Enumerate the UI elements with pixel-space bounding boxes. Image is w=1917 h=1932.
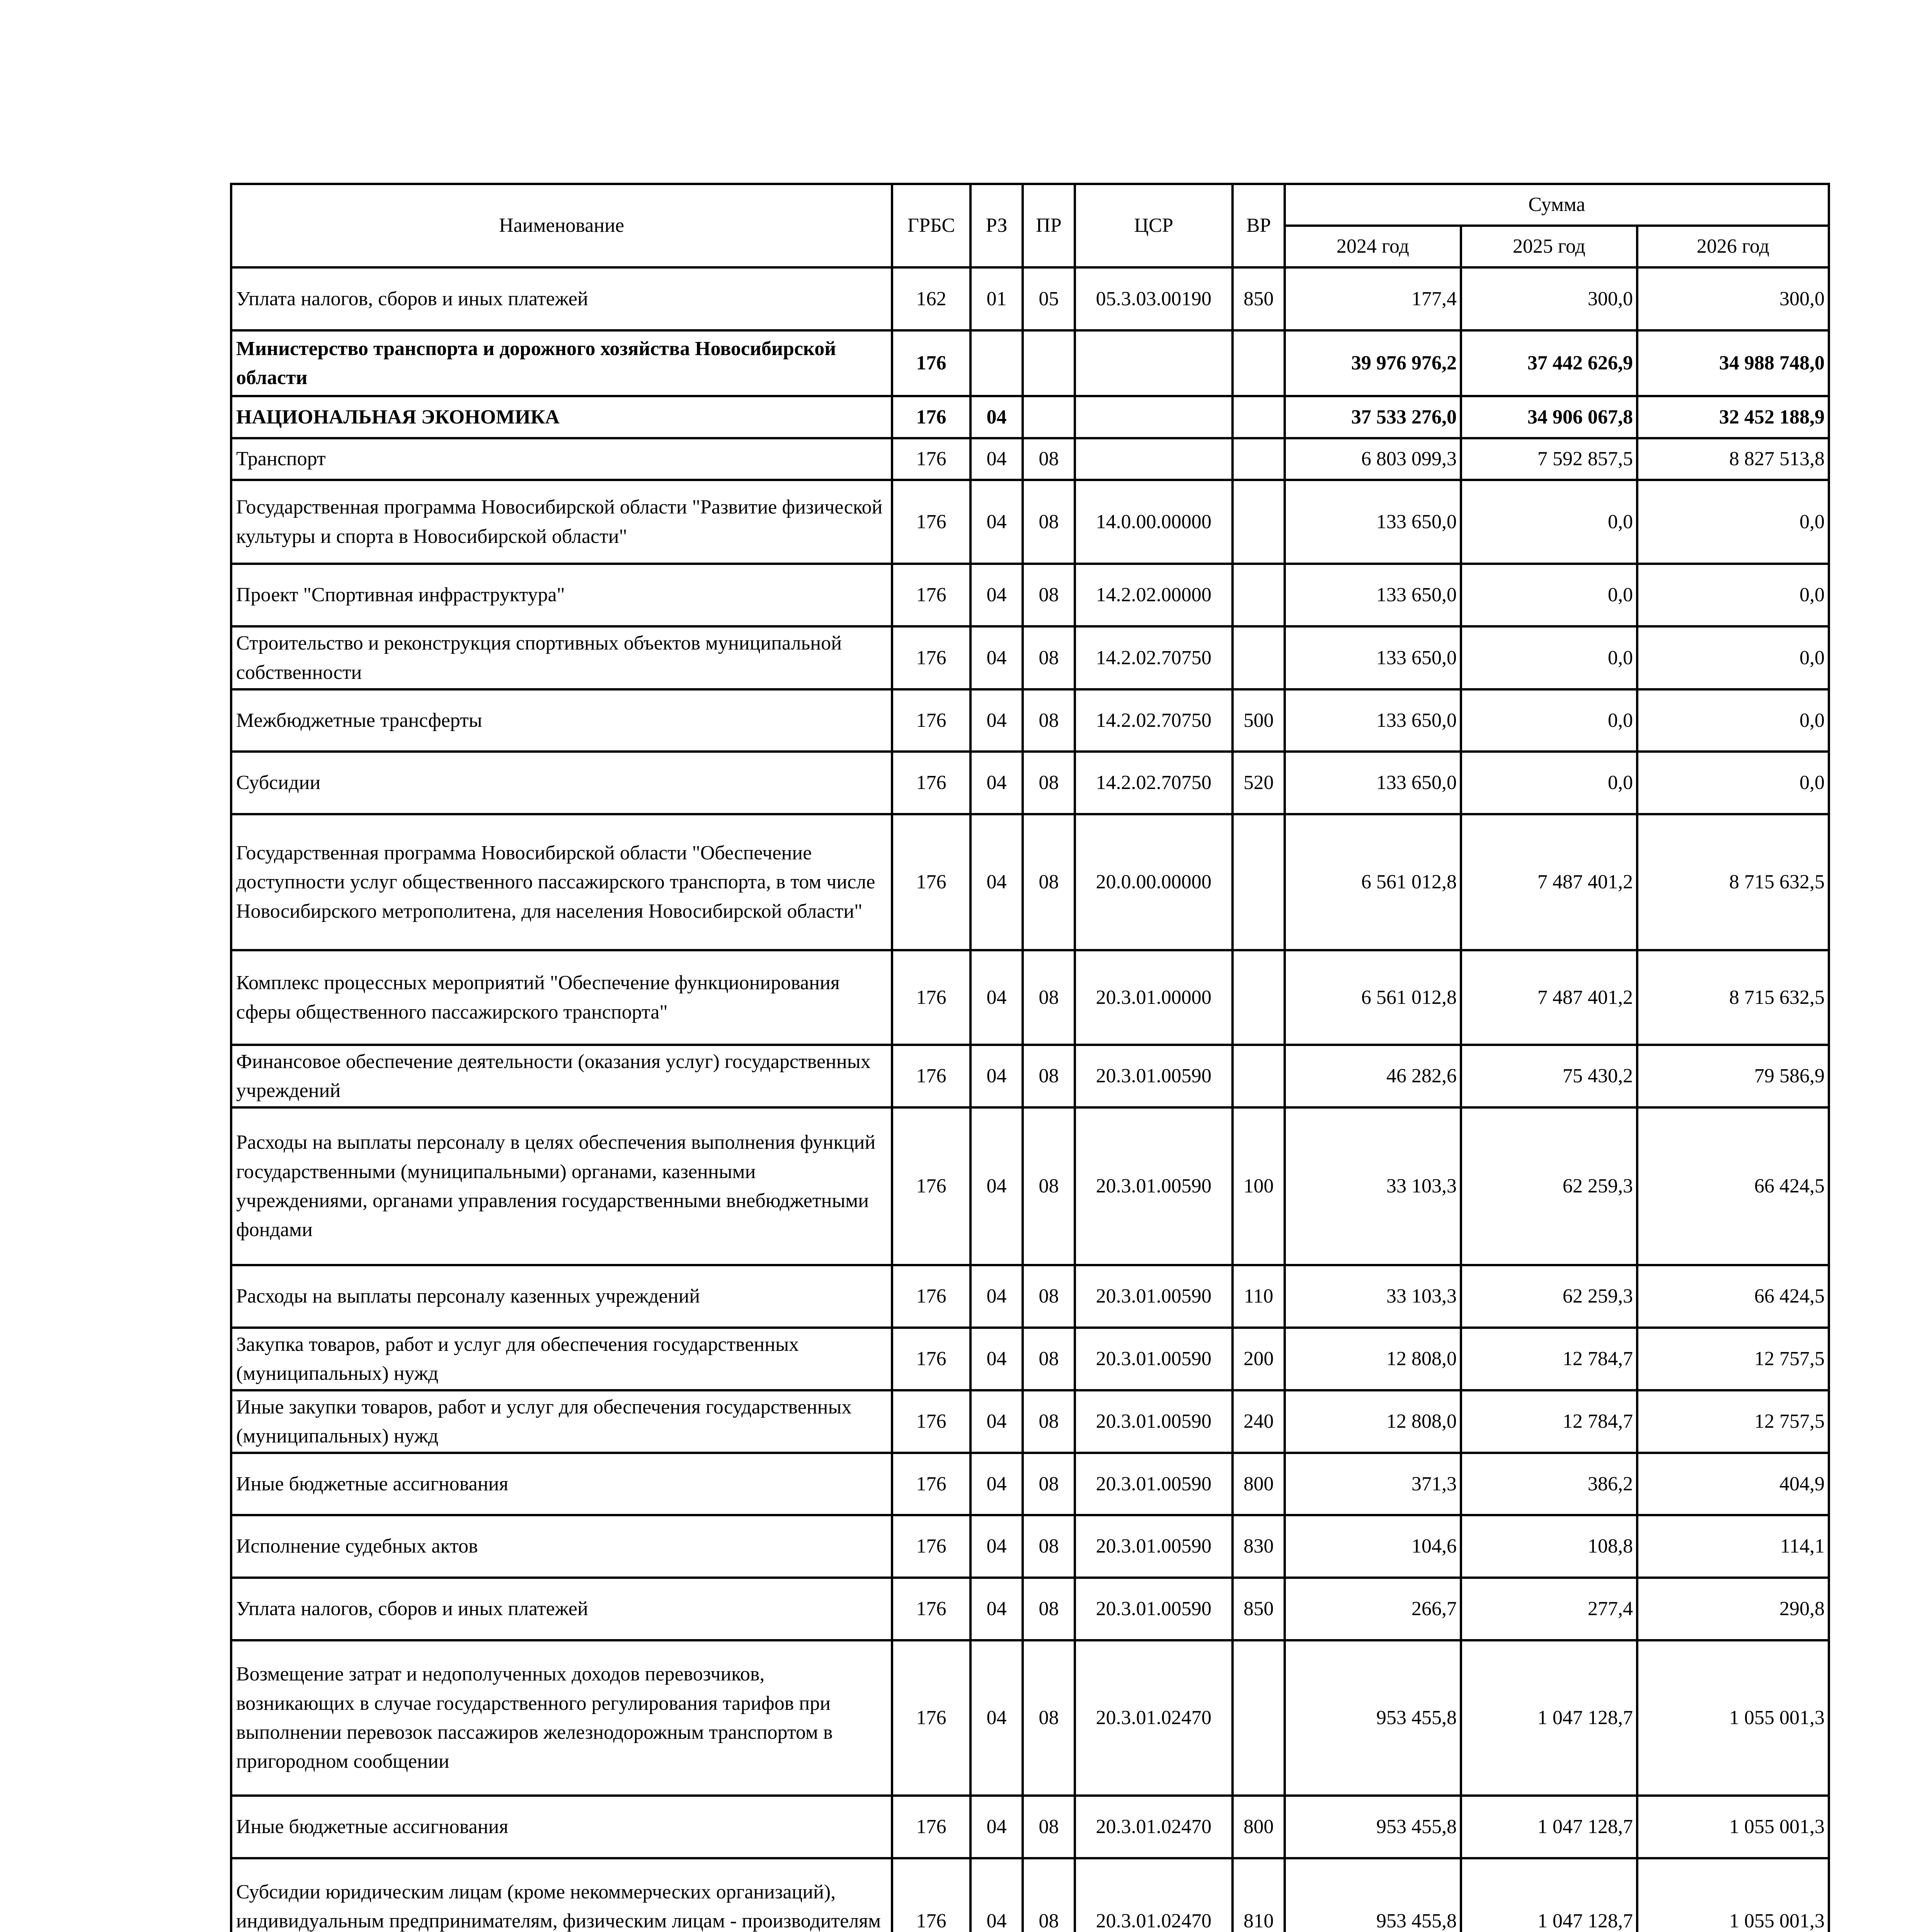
cell-vr: 830 xyxy=(1233,1515,1285,1578)
cell-sum-2026: 0,0 xyxy=(1637,564,1829,626)
cell-sum-2026: 12 757,5 xyxy=(1637,1328,1829,1390)
cell-rz xyxy=(970,330,1023,396)
cell-sum-2026: 404,9 xyxy=(1637,1453,1829,1515)
cell-pr: 08 xyxy=(1023,1640,1075,1796)
cell-sum-2026: 1 055 001,3 xyxy=(1637,1796,1829,1858)
cell-sum-2026: 66 424,5 xyxy=(1637,1265,1829,1328)
cell-pr: 08 xyxy=(1023,1107,1075,1265)
cell-vr: 110 xyxy=(1233,1265,1285,1328)
cell-pr: 08 xyxy=(1023,1390,1075,1453)
cell-sum-2025: 386,2 xyxy=(1461,1453,1637,1515)
cell-sum-2025: 0,0 xyxy=(1461,752,1637,814)
cell-sum-2025: 1 047 128,7 xyxy=(1461,1640,1637,1796)
cell-sum-2026: 0,0 xyxy=(1637,689,1829,752)
cell-csr: 05.3.03.00190 xyxy=(1075,267,1233,330)
table-header xyxy=(231,184,1829,267)
cell-pr: 08 xyxy=(1023,950,1075,1045)
cell-pr xyxy=(1023,330,1075,396)
cell-sum-2025: 0,0 xyxy=(1461,564,1637,626)
cell-sum-2025: 12 784,7 xyxy=(1461,1328,1637,1390)
cell-sum-2026: 79 586,9 xyxy=(1637,1045,1829,1107)
cell-vr xyxy=(1233,814,1285,950)
cell-grbs: 176 xyxy=(892,814,970,950)
cell-sum-2025: 7 487 401,2 xyxy=(1461,814,1637,950)
budget-table xyxy=(230,183,1830,1932)
cell-name: НАЦИОНАЛЬНАЯ ЭКОНОМИКА xyxy=(231,396,892,438)
cell-grbs: 176 xyxy=(892,1858,970,1932)
cell-pr: 08 xyxy=(1023,480,1075,564)
header-grbs: ГРБС xyxy=(892,184,970,267)
cell-vr xyxy=(1233,626,1285,689)
cell-name: Уплата налогов, сборов и иных платежей xyxy=(231,267,892,330)
table-row xyxy=(231,267,1829,330)
cell-rz: 04 xyxy=(970,1640,1023,1796)
cell-name: Проект "Спортивная инфраструктура" xyxy=(231,564,892,626)
cell-name: Иные закупки товаров, работ и услуг для обеспечения государственных (муниципальных) нужд xyxy=(231,1390,892,1453)
cell-sum-2024: 6 561 012,8 xyxy=(1285,950,1461,1045)
header-year-2026: 2026 год xyxy=(1637,226,1829,267)
table-row xyxy=(231,1265,1829,1328)
cell-sum-2026: 1 055 001,3 xyxy=(1637,1858,1829,1932)
cell-name: Исполнение судебных актов xyxy=(231,1515,892,1578)
cell-name: Субсидии xyxy=(231,752,892,814)
cell-grbs: 176 xyxy=(892,1107,970,1265)
cell-rz: 04 xyxy=(970,1045,1023,1107)
cell-rz: 04 xyxy=(970,1107,1023,1265)
cell-sum-2024: 37 533 276,0 xyxy=(1285,396,1461,438)
table-row xyxy=(231,814,1829,950)
cell-sum-2024: 133 650,0 xyxy=(1285,626,1461,689)
table-row xyxy=(231,689,1829,752)
cell-pr xyxy=(1023,396,1075,438)
cell-sum-2024: 371,3 xyxy=(1285,1453,1461,1515)
cell-sum-2024: 39 976 976,2 xyxy=(1285,330,1461,396)
cell-sum-2025: 34 906 067,8 xyxy=(1461,396,1637,438)
cell-sum-2025: 1 047 128,7 xyxy=(1461,1796,1637,1858)
cell-grbs: 162 xyxy=(892,267,970,330)
cell-rz: 04 xyxy=(970,689,1023,752)
table-row xyxy=(231,396,1829,438)
cell-name: Уплата налогов, сборов и иных платежей xyxy=(231,1578,892,1640)
cell-grbs: 176 xyxy=(892,480,970,564)
cell-sum-2024: 6 803 099,3 xyxy=(1285,438,1461,480)
cell-csr: 20.0.00.00000 xyxy=(1075,814,1233,950)
table-row xyxy=(231,1578,1829,1640)
cell-sum-2026: 300,0 xyxy=(1637,267,1829,330)
cell-rz: 04 xyxy=(970,1390,1023,1453)
cell-vr xyxy=(1233,1045,1285,1107)
cell-csr: 20.3.01.00590 xyxy=(1075,1515,1233,1578)
header-year-2025: 2025 год xyxy=(1461,226,1637,267)
cell-csr: 20.3.01.00000 xyxy=(1075,950,1233,1045)
cell-rz: 04 xyxy=(970,438,1023,480)
cell-sum-2025: 277,4 xyxy=(1461,1578,1637,1640)
cell-vr xyxy=(1233,480,1285,564)
cell-rz: 04 xyxy=(970,1858,1023,1932)
cell-sum-2026: 8 827 513,8 xyxy=(1637,438,1829,480)
cell-sum-2024: 953 455,8 xyxy=(1285,1858,1461,1932)
cell-sum-2024: 133 650,0 xyxy=(1285,752,1461,814)
cell-grbs: 176 xyxy=(892,1640,970,1796)
cell-sum-2024: 12 808,0 xyxy=(1285,1390,1461,1453)
header-rz: РЗ xyxy=(970,184,1023,267)
cell-name: Расходы на выплаты персоналу казенных учреждений xyxy=(231,1265,892,1328)
cell-sum-2024: 12 808,0 xyxy=(1285,1328,1461,1390)
cell-grbs: 176 xyxy=(892,1453,970,1515)
cell-csr: 20.3.01.02470 xyxy=(1075,1796,1233,1858)
cell-vr xyxy=(1233,330,1285,396)
header-name: Наименование xyxy=(231,184,892,267)
cell-rz: 04 xyxy=(970,950,1023,1045)
cell-rz: 04 xyxy=(970,752,1023,814)
cell-sum-2025: 75 430,2 xyxy=(1461,1045,1637,1107)
cell-sum-2024: 33 103,3 xyxy=(1285,1265,1461,1328)
cell-grbs: 176 xyxy=(892,1265,970,1328)
cell-name: Возмещение затрат и недополученных доходов перевозчиков, возникающих в случае государственного регулирования тарифов при выполнении перевозок пассажиров железнодорожным транспортом в пригородном сообщении xyxy=(231,1640,892,1796)
table-row xyxy=(231,1515,1829,1578)
cell-sum-2026: 12 757,5 xyxy=(1637,1390,1829,1453)
cell-csr: 20.3.01.00590 xyxy=(1075,1107,1233,1265)
table-row xyxy=(231,1858,1829,1932)
cell-rz: 04 xyxy=(970,1453,1023,1515)
cell-sum-2025: 0,0 xyxy=(1461,626,1637,689)
cell-name: Государственная программа Новосибирской области "Развитие физической культуры и спорта в Новосибирской области" xyxy=(231,480,892,564)
cell-sum-2024: 133 650,0 xyxy=(1285,689,1461,752)
cell-sum-2024: 266,7 xyxy=(1285,1578,1461,1640)
cell-pr: 08 xyxy=(1023,1045,1075,1107)
header-csr: ЦСР xyxy=(1075,184,1233,267)
cell-sum-2026: 1 055 001,3 xyxy=(1637,1640,1829,1796)
cell-csr xyxy=(1075,438,1233,480)
cell-sum-2026: 34 988 748,0 xyxy=(1637,330,1829,396)
cell-pr: 08 xyxy=(1023,689,1075,752)
cell-name: Министерство транспорта и дорожного хозяйства Новосибирской области xyxy=(231,330,892,396)
cell-vr: 800 xyxy=(1233,1453,1285,1515)
cell-grbs: 176 xyxy=(892,950,970,1045)
cell-sum-2025: 62 259,3 xyxy=(1461,1107,1637,1265)
cell-grbs: 176 xyxy=(892,396,970,438)
cell-sum-2024: 953 455,8 xyxy=(1285,1796,1461,1858)
cell-rz: 04 xyxy=(970,480,1023,564)
cell-csr: 20.3.01.00590 xyxy=(1075,1265,1233,1328)
cell-pr: 08 xyxy=(1023,1515,1075,1578)
cell-pr: 08 xyxy=(1023,1265,1075,1328)
cell-sum-2024: 133 650,0 xyxy=(1285,564,1461,626)
cell-name: Финансовое обеспечение деятельности (оказания услуг) государственных учреждений xyxy=(231,1045,892,1107)
cell-csr: 14.2.02.00000 xyxy=(1075,564,1233,626)
cell-pr: 08 xyxy=(1023,564,1075,626)
cell-grbs: 176 xyxy=(892,1578,970,1640)
cell-csr: 14.2.02.70750 xyxy=(1075,752,1233,814)
header-pr: ПР xyxy=(1023,184,1075,267)
cell-vr: 200 xyxy=(1233,1328,1285,1390)
cell-sum-2025: 7 487 401,2 xyxy=(1461,950,1637,1045)
cell-sum-2026: 0,0 xyxy=(1637,626,1829,689)
cell-vr xyxy=(1233,564,1285,626)
table-row xyxy=(231,950,1829,1045)
cell-sum-2024: 177,4 xyxy=(1285,267,1461,330)
cell-name: Транспорт xyxy=(231,438,892,480)
cell-sum-2025: 62 259,3 xyxy=(1461,1265,1637,1328)
cell-pr: 08 xyxy=(1023,814,1075,950)
cell-pr: 08 xyxy=(1023,1858,1075,1932)
table-row xyxy=(231,1107,1829,1265)
cell-sum-2024: 33 103,3 xyxy=(1285,1107,1461,1265)
cell-sum-2025: 300,0 xyxy=(1461,267,1637,330)
table-row xyxy=(231,1796,1829,1858)
table-row xyxy=(231,752,1829,814)
cell-name: Иные бюджетные ассигнования xyxy=(231,1796,892,1858)
cell-rz: 04 xyxy=(970,814,1023,950)
cell-grbs: 176 xyxy=(892,330,970,396)
cell-vr: 800 xyxy=(1233,1796,1285,1858)
cell-pr: 08 xyxy=(1023,626,1075,689)
cell-rz: 04 xyxy=(970,564,1023,626)
cell-csr: 14.2.02.70750 xyxy=(1075,689,1233,752)
cell-csr: 20.3.01.00590 xyxy=(1075,1045,1233,1107)
table-row xyxy=(231,1390,1829,1453)
cell-sum-2024: 46 282,6 xyxy=(1285,1045,1461,1107)
cell-grbs: 176 xyxy=(892,752,970,814)
cell-rz: 04 xyxy=(970,1578,1023,1640)
cell-name: Строительство и реконструкция спортивных объектов муниципальной собственности xyxy=(231,626,892,689)
cell-sum-2026: 114,1 xyxy=(1637,1515,1829,1578)
cell-rz: 04 xyxy=(970,1328,1023,1390)
cell-csr xyxy=(1075,330,1233,396)
cell-grbs: 176 xyxy=(892,1515,970,1578)
cell-vr xyxy=(1233,396,1285,438)
cell-name: Иные бюджетные ассигнования xyxy=(231,1453,892,1515)
cell-rz: 04 xyxy=(970,396,1023,438)
cell-sum-2026: 32 452 188,9 xyxy=(1637,396,1829,438)
cell-sum-2025: 12 784,7 xyxy=(1461,1390,1637,1453)
table-row xyxy=(231,1640,1829,1796)
cell-sum-2025: 7 592 857,5 xyxy=(1461,438,1637,480)
cell-grbs: 176 xyxy=(892,689,970,752)
cell-name: Межбюджетные трансферты xyxy=(231,689,892,752)
cell-grbs: 176 xyxy=(892,564,970,626)
cell-vr: 100 xyxy=(1233,1107,1285,1265)
cell-vr: 850 xyxy=(1233,267,1285,330)
header-sum: Сумма xyxy=(1285,184,1829,226)
cell-csr: 20.3.01.02470 xyxy=(1075,1858,1233,1932)
cell-vr: 240 xyxy=(1233,1390,1285,1453)
cell-pr: 08 xyxy=(1023,1328,1075,1390)
cell-csr xyxy=(1075,396,1233,438)
cell-rz: 04 xyxy=(970,1796,1023,1858)
cell-sum-2024: 953 455,8 xyxy=(1285,1640,1461,1796)
cell-csr: 20.3.01.00590 xyxy=(1075,1578,1233,1640)
table-row xyxy=(231,626,1829,689)
cell-sum-2025: 1 047 128,7 xyxy=(1461,1858,1637,1932)
cell-rz: 01 xyxy=(970,267,1023,330)
cell-csr: 20.3.01.02470 xyxy=(1075,1640,1233,1796)
cell-sum-2024: 104,6 xyxy=(1285,1515,1461,1578)
header-year-2024: 2024 год xyxy=(1285,226,1461,267)
cell-csr: 14.0.00.00000 xyxy=(1075,480,1233,564)
cell-vr: 520 xyxy=(1233,752,1285,814)
cell-name: Субсидии юридическим лицам (кроме некоммерческих организаций), индивидуальным предпринимателям, физическим лицам - производителям xyxy=(231,1858,892,1932)
table-row xyxy=(231,1453,1829,1515)
cell-pr: 08 xyxy=(1023,752,1075,814)
cell-sum-2025: 108,8 xyxy=(1461,1515,1637,1578)
table-row xyxy=(231,1328,1829,1390)
cell-grbs: 176 xyxy=(892,1328,970,1390)
table-row xyxy=(231,1045,1829,1107)
cell-grbs: 176 xyxy=(892,626,970,689)
cell-pr: 08 xyxy=(1023,1453,1075,1515)
cell-sum-2025: 37 442 626,9 xyxy=(1461,330,1637,396)
cell-vr: 810 xyxy=(1233,1858,1285,1932)
cell-name: Государственная программа Новосибирской области "Обеспечение доступности услуг общественного пассажирского транспорта, в том числе Новосибирского метрополитена, для населения Новосибирской области" xyxy=(231,814,892,950)
cell-sum-2024: 6 561 012,8 xyxy=(1285,814,1461,950)
cell-sum-2025: 0,0 xyxy=(1461,689,1637,752)
cell-grbs: 176 xyxy=(892,1390,970,1453)
cell-sum-2024: 133 650,0 xyxy=(1285,480,1461,564)
cell-pr: 08 xyxy=(1023,438,1075,480)
cell-sum-2026: 290,8 xyxy=(1637,1578,1829,1640)
cell-name: Расходы на выплаты персоналу в целях обеспечения выполнения функций государственными (муниципальными) органами, казенными учреждениями, органами управления государственными внебюджетными фондами xyxy=(231,1107,892,1265)
table-row xyxy=(231,330,1829,396)
cell-sum-2026: 0,0 xyxy=(1637,752,1829,814)
cell-vr xyxy=(1233,950,1285,1045)
table-row xyxy=(231,480,1829,564)
cell-sum-2026: 8 715 632,5 xyxy=(1637,814,1829,950)
cell-grbs: 176 xyxy=(892,438,970,480)
cell-sum-2025: 0,0 xyxy=(1461,480,1637,564)
cell-rz: 04 xyxy=(970,1515,1023,1578)
cell-sum-2026: 0,0 xyxy=(1637,480,1829,564)
table-body xyxy=(231,267,1829,1932)
cell-vr xyxy=(1233,1640,1285,1796)
cell-vr xyxy=(1233,438,1285,480)
cell-sum-2026: 8 715 632,5 xyxy=(1637,950,1829,1045)
cell-csr: 20.3.01.00590 xyxy=(1075,1328,1233,1390)
cell-rz: 04 xyxy=(970,626,1023,689)
cell-sum-2026: 66 424,5 xyxy=(1637,1107,1829,1265)
cell-pr: 08 xyxy=(1023,1796,1075,1858)
cell-grbs: 176 xyxy=(892,1796,970,1858)
cell-name: Закупка товаров, работ и услуг для обеспечения государственных (муниципальных) нужд xyxy=(231,1328,892,1390)
cell-rz: 04 xyxy=(970,1265,1023,1328)
header-vr: ВР xyxy=(1233,184,1285,267)
cell-csr: 20.3.01.00590 xyxy=(1075,1390,1233,1453)
cell-vr: 500 xyxy=(1233,689,1285,752)
cell-name: Комплекс процессных мероприятий "Обеспечение функционирования сферы общественного пассажирского транспорта" xyxy=(231,950,892,1045)
cell-pr: 08 xyxy=(1023,1578,1075,1640)
cell-csr: 14.2.02.70750 xyxy=(1075,626,1233,689)
table-row xyxy=(231,564,1829,626)
table-row xyxy=(231,438,1829,480)
cell-csr: 20.3.01.00590 xyxy=(1075,1453,1233,1515)
cell-vr: 850 xyxy=(1233,1578,1285,1640)
cell-pr: 05 xyxy=(1023,267,1075,330)
cell-grbs: 176 xyxy=(892,1045,970,1107)
